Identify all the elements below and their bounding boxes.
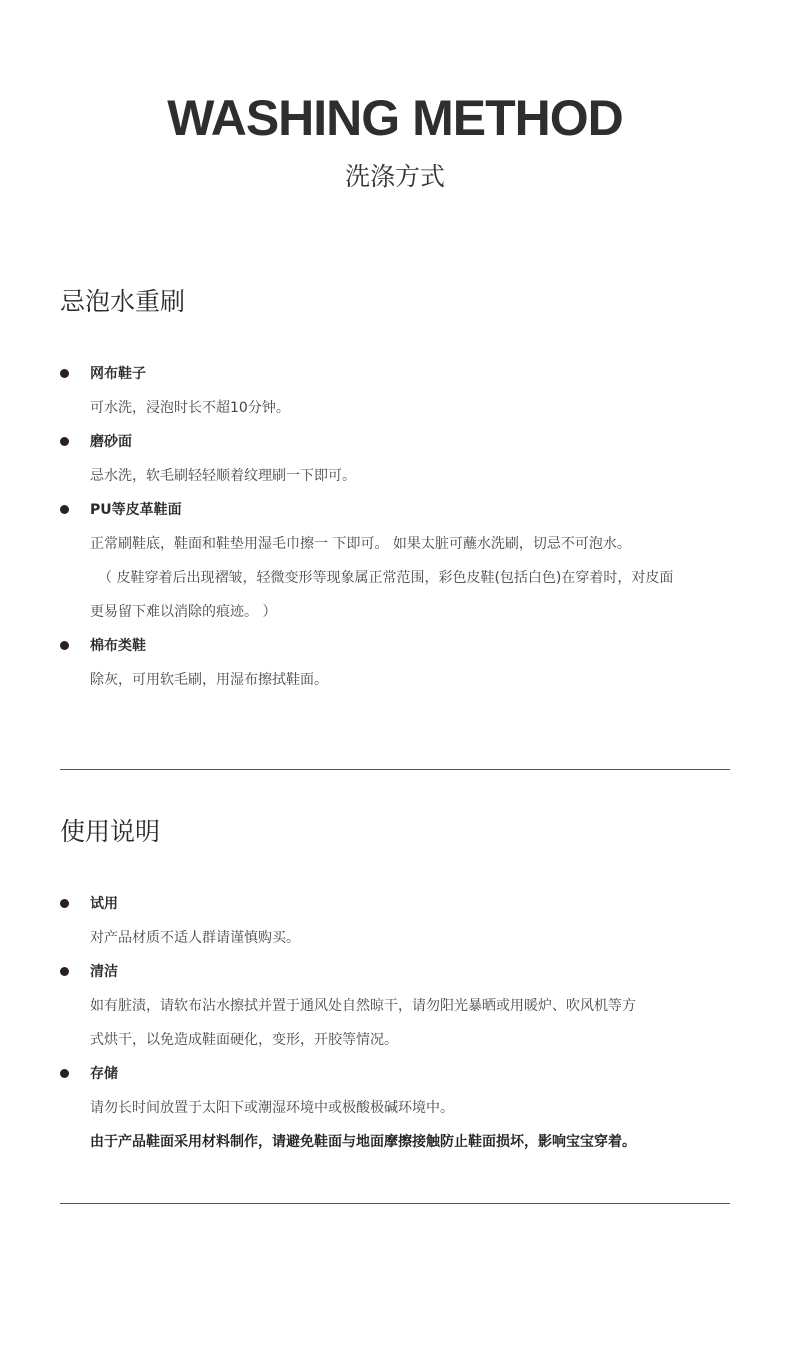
item-heading [60,425,760,459]
bullet-dot [60,369,69,378]
item-text: （ 皮鞋穿着后出现褶皱，轻微变形等现象属正常范围，彩色皮鞋(包括白色)在穿着时，对皮面 [98,570,674,586]
section-washing [60,285,760,697]
item-label: 磨砂面 [90,434,132,450]
list-item-pu-leather [60,493,760,629]
bullet-dot [60,437,69,446]
item-heading [60,493,760,527]
bullet-dot [60,967,69,976]
bullet-dot [60,505,69,514]
item-text: 可水洗，浸泡时长不超10分钟。 [90,400,290,416]
item-label: 网布鞋子 [90,366,146,382]
bullet-dot [60,1069,69,1078]
item-text: 忌水洗，软毛刷轻轻顺着纹理刷一下即可。 [90,468,356,484]
divider [60,1203,730,1204]
list-item-cotton-shoes [60,629,760,697]
item-heading [60,955,760,989]
item-text: 正常刷鞋底，鞋面和鞋垫用湿毛巾擦一 下即可。 如果太脏可蘸水洗刷，切忌不可泡水。 [90,536,631,552]
item-label: 清洁 [90,964,118,980]
item-heading [60,629,760,663]
item-text: 请勿长时间放置于太阳下或潮湿环境中或极酸极碱环境中。 [90,1100,454,1116]
section-instructions [60,815,760,1159]
list-item-trial [60,887,760,955]
list-item-cleaning [60,955,760,1057]
section-title: 忌泡水重刷 [60,287,186,316]
item-text-emphasis: 由于产品鞋面采用材料制作，请避免鞋面与地面摩擦接触防止鞋面损坏，影响宝宝穿着。 [90,1134,636,1150]
item-label: 试用 [90,896,118,912]
bullet-dot [60,641,69,650]
item-text: 如有脏渍，请软布沾水擦拭并置于通风处自然晾干，请勿阳光暴晒或用暖炉、吹风机等方 [90,998,636,1014]
item-label: 存储 [90,1066,118,1082]
list-item-mesh-shoes [60,357,760,425]
item-heading [60,357,760,391]
section-title: 使用说明 [60,817,161,846]
item-text: 更易留下难以消除的痕迹。 ） [90,604,277,620]
item-heading [60,1057,760,1091]
item-text: 对产品材质不适人群请谨慎购买。 [90,930,300,946]
item-text: 式烘干，以免造成鞋面硬化，变形，开胶等情况。 [90,1032,398,1048]
item-label: PU等皮革鞋面 [90,502,182,518]
page-subtitle: 洗涤方式 [344,162,445,191]
item-text: 除灰，可用软毛刷，用湿布擦拭鞋面。 [90,672,328,688]
divider [60,769,730,770]
item-label: 棉布类鞋 [90,638,146,654]
list-item-suede [60,425,760,493]
page-title: WASHING METHOD [167,90,623,146]
list-item-storage [60,1057,760,1159]
bullet-dot [60,899,69,908]
item-heading [60,887,760,921]
